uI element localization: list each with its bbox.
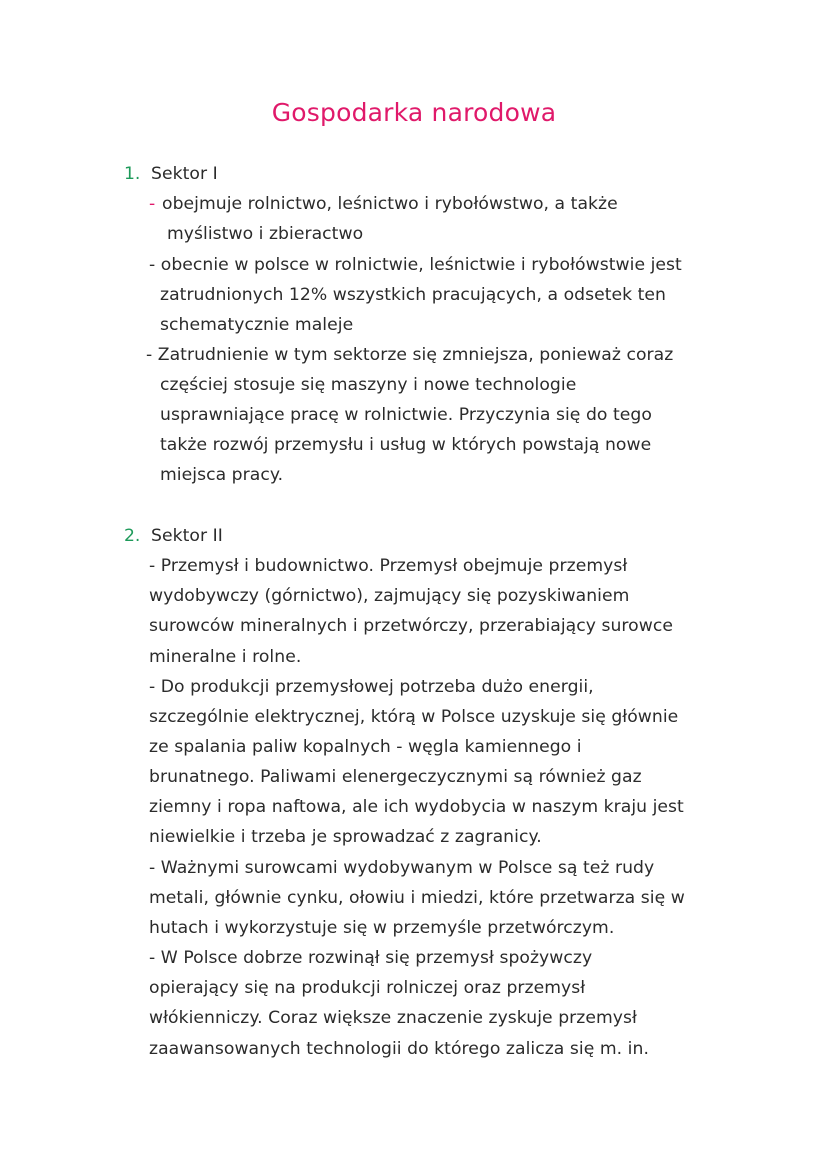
text-line: niewielkie i trzeba je sprowadzać z zagranicy. bbox=[149, 827, 542, 847]
text-line: obejmuje rolnictwo, leśnictwo i rybołówstwo, a także bbox=[162, 194, 618, 214]
text-line: hutach i wykorzystuje się w przemyśle przetwórczym. bbox=[149, 918, 615, 938]
text-line: mineralne i rolne. bbox=[149, 647, 302, 667]
text-line: surowców mineralnych i przetwórczy, przerabiający surowce bbox=[149, 616, 673, 636]
section-heading: Sektor I bbox=[151, 164, 218, 184]
list-number: 1. bbox=[124, 164, 141, 184]
list-number: 2. bbox=[124, 526, 141, 546]
text-line: opierający się na produkcji rolniczej oraz przemysł bbox=[149, 978, 586, 998]
text-line: - obecnie w polsce w rolnictwie, leśnictwie i rybołówstwie jest bbox=[149, 255, 682, 275]
text-line: częściej stosuje się maszyny i nowe technologie bbox=[160, 375, 577, 395]
text-line: także rozwój przemysłu i usług w których powstają nowe bbox=[160, 435, 652, 455]
page-title: Gospodarka narodowa bbox=[271, 98, 557, 127]
text-line: - Zatrudnienie w tym sektorze się zmniejsza, ponieważ coraz bbox=[146, 345, 674, 365]
text-line: wydobywczy (górnictwo), zajmujący się pozyskiwaniem bbox=[149, 586, 630, 606]
text-line: włókienniczy. Coraz większe znaczenie zyskuje przemysł bbox=[149, 1008, 637, 1028]
text-line: usprawniające pracę w rolnictwie. Przyczynia się do tego bbox=[160, 405, 652, 425]
text-line: brunatnego. Paliwami elenergeczycznymi są również gaz bbox=[149, 767, 642, 787]
text-line: schematycznie maleje bbox=[160, 315, 354, 335]
text-line: ziemny i ropa naftowa, ale ich wydobycia w naszym kraju jest bbox=[149, 797, 684, 817]
section-heading: Sektor II bbox=[151, 526, 223, 546]
text-line: metali, głównie cynku, ołowiu i miedzi, które przetwarza się w bbox=[149, 888, 685, 908]
text-line: myślistwo i zbieractwo bbox=[167, 224, 364, 244]
text-line: miejsca pracy. bbox=[160, 465, 284, 485]
text-line: - W Polsce dobrze rozwinął się przemysł spożywczy bbox=[149, 948, 593, 968]
text-line: ze spalania paliw kopalnych - węgla kamiennego i bbox=[149, 737, 582, 757]
text-line: szczególnie elektrycznej, którą w Polsce uzyskuje się głównie bbox=[149, 707, 679, 727]
text-line: zaawansowanych technologii do którego zalicza się m. in. bbox=[149, 1039, 649, 1059]
bullet-dash: - bbox=[149, 194, 156, 214]
text-line: - Ważnymi surowcami wydobywanym w Polsce są też rudy bbox=[149, 858, 655, 878]
text-line: - Do produkcji przemysłowej potrzeba dużo energii, bbox=[149, 677, 594, 697]
text-line: - Przemysł i budownictwo. Przemysł obejmuje przemysł bbox=[149, 556, 628, 576]
text-line: zatrudnionych 12% wszystkich pracujących, a odsetek ten bbox=[160, 285, 667, 305]
